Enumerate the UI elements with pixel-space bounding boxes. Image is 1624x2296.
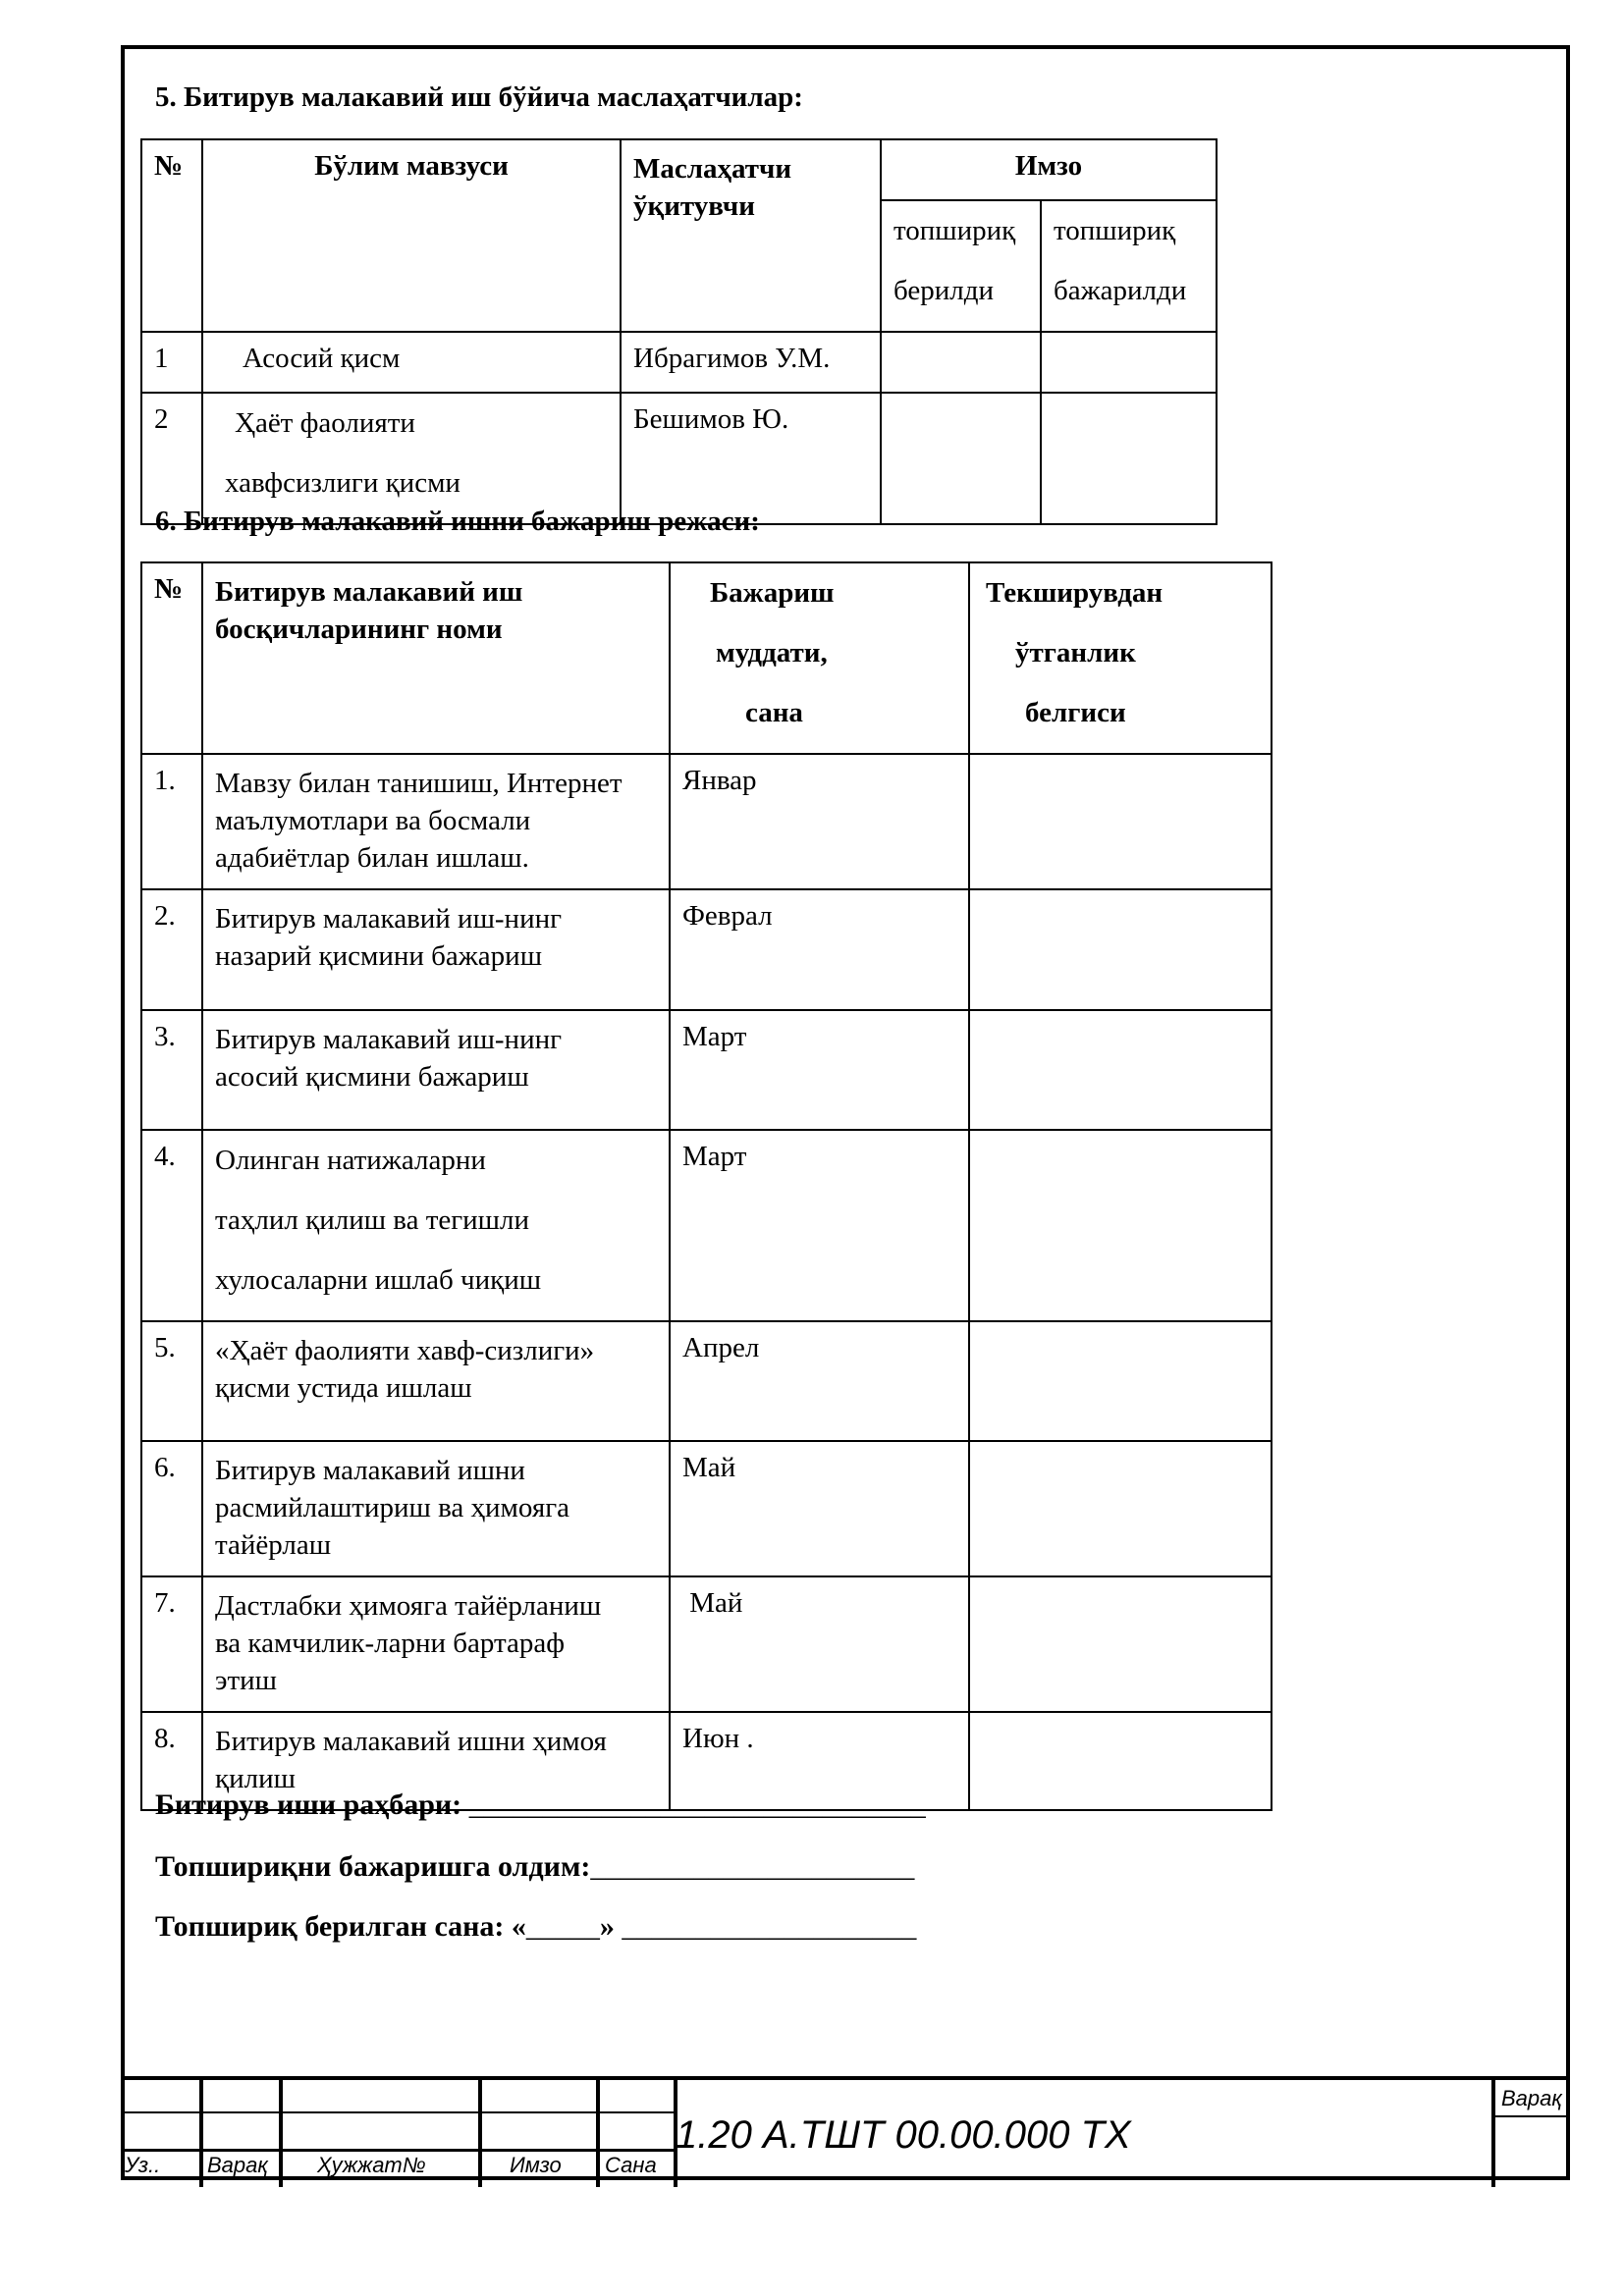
advisor-row-num: 2 (141, 393, 202, 524)
section5-heading: 5. Битирув малакавий иш бўйича маслаҳатчилар: (155, 81, 803, 113)
schedule-row-stage (202, 1010, 670, 1130)
schedule-row-num: 7. (141, 1576, 202, 1712)
schedule-row-num: 5. (141, 1321, 202, 1441)
sheet-label: Варақ (1501, 2086, 1562, 2110)
table-row (141, 393, 1217, 524)
stamp-label-varaq: Варақ (207, 2153, 268, 2177)
advisor-row-topic: Асосий қисм (202, 332, 621, 393)
schedule-row-date: Июн . (670, 1712, 969, 1810)
supervisor-line (155, 1790, 926, 1820)
deadline-header-line1: Бажариш (710, 577, 835, 609)
stage-line: ва камчилик-ларни бартараф (215, 1628, 566, 1659)
accepted-line (155, 1852, 914, 1882)
schedule-row-num: 8. (141, 1712, 202, 1810)
stage-line: қисми устида ишлаш (215, 1372, 472, 1404)
schedule-row-check (969, 889, 1272, 1010)
stamp-label-imzo: Имзо (510, 2153, 562, 2177)
stage-line: тайёрлаш (215, 1529, 332, 1561)
advisors-table (140, 138, 1218, 525)
advisor-row-given-sign (881, 332, 1041, 393)
advisor-row-topic-line2: хавфсизлиги қисми (225, 467, 460, 499)
title-block (121, 2076, 1570, 2180)
check-header-line2: ўтганлик (1015, 637, 1136, 668)
accepted-label: Топшириқни бажаришга олдим: (155, 1850, 591, 1883)
stage-line: этиш (215, 1665, 277, 1696)
deadline-header-line3: сана (745, 697, 803, 728)
done-header-line1: топшириқ (1054, 215, 1176, 246)
stage-line: хулосаларни ишлаб чиқиш (215, 1264, 542, 1296)
supervisor-blank[interactable]: _______________________________ (468, 1789, 926, 1821)
table-row (141, 1576, 1272, 1712)
advisors-header-num: № (141, 139, 202, 332)
schedule-row-date: Март (670, 1130, 969, 1321)
advisor-row-num: 1 (141, 332, 202, 393)
schedule-row-num: 2. (141, 889, 202, 1010)
deadline-header-line2: муддати, (716, 637, 828, 668)
issue-date-label: Топшириқ берилган сана: « (155, 1910, 526, 1943)
schedule-row-check (969, 1441, 1272, 1576)
schedule-row-check (969, 1130, 1272, 1321)
given-header-line1: топшириқ (893, 215, 1016, 246)
title-block-top-border (121, 2076, 1570, 2080)
stage-header-line2: босқичларининг номи (215, 614, 503, 645)
check-header-line3: белгиси (1025, 697, 1126, 728)
table-row (141, 1010, 1272, 1130)
stamp-label-sana: Сана (605, 2153, 657, 2177)
issue-day-blank[interactable]: _____ (525, 1910, 600, 1943)
schedule-header-stage (202, 562, 670, 754)
stage-line: «Ҳаёт фаолияти хавф-сизлиги» (215, 1335, 595, 1366)
stage-line: қилиш (215, 1763, 296, 1794)
stage-header-line1: Битирув малакавий иш (215, 576, 523, 608)
schedule-table (140, 561, 1272, 1811)
stage-line: Битирув малакавий ишни ҳимоя (215, 1726, 607, 1757)
schedule-row-num: 3. (141, 1010, 202, 1130)
advisor-row-done-sign (1041, 332, 1217, 393)
table-row (141, 1321, 1272, 1441)
stage-line: адабиётлар билан ишлаш. (215, 842, 529, 874)
advisor-row-topic-line1: Ҳаёт фаолияти (235, 407, 415, 439)
schedule-row-check (969, 1010, 1272, 1130)
schedule-row-stage (202, 1441, 670, 1576)
stage-line: Дастлабки ҳимояга тайёрланиш (215, 1590, 602, 1622)
table-row (141, 754, 1272, 889)
stage-line: асосий қисмини бажариш (215, 1061, 529, 1093)
title-block-column-line (279, 2076, 283, 2187)
schedule-row-stage (202, 1576, 670, 1712)
check-header-line1: Текширувдан (986, 577, 1164, 609)
advisors-header-topic: Бўлим мавзуси (202, 139, 621, 332)
schedule-row-date: Март (670, 1010, 969, 1130)
title-block-column-line (199, 2076, 203, 2187)
schedule-header-deadline (670, 562, 969, 754)
table-row (141, 1130, 1272, 1321)
schedule-row-num: 6. (141, 1441, 202, 1576)
schedule-header-check (969, 562, 1272, 754)
advisors-header-advisor (621, 139, 881, 332)
schedule-row-check (969, 1321, 1272, 1441)
schedule-row-num: 4. (141, 1130, 202, 1321)
stage-line: Битирув малакавий иш-нинг (215, 1024, 563, 1055)
advisors-header-given (881, 200, 1041, 332)
schedule-row-num: 1. (141, 754, 202, 889)
schedule-header-num: № (141, 562, 202, 754)
title-block-row-line (121, 2149, 677, 2152)
advisors-header-signature: Имзо (881, 139, 1217, 200)
table-row (141, 1441, 1272, 1576)
schedule-row-stage (202, 754, 670, 889)
stage-line: Олинган натижаларни (215, 1145, 486, 1176)
schedule-row-date: Май (670, 1576, 969, 1712)
stage-line: расмийлаштириш ва ҳимояга (215, 1492, 569, 1523)
advisor-row-done-sign (1041, 393, 1217, 524)
title-block-column-line (1491, 2076, 1495, 2187)
title-block-column-line (478, 2076, 482, 2187)
stage-line: таҳлил қилиш ва тегишли (215, 1204, 530, 1236)
schedule-row-date: Май (670, 1441, 969, 1576)
stamp-label-uz: Уз.. (125, 2153, 161, 2177)
stage-line: Битирув малакавий иш-нинг (215, 903, 563, 934)
document-code: 1.20 А.ТШТ 00.00.000 ТХ (676, 2113, 1131, 2157)
issue-date-close: » (599, 1910, 623, 1943)
given-header-line2: берилди (893, 275, 995, 306)
schedule-row-stage (202, 1130, 670, 1321)
advisors-header-done (1041, 200, 1217, 332)
advisor-row-topic (202, 393, 621, 524)
issue-date-line (155, 1912, 916, 1942)
accepted-blank[interactable]: ______________________ (590, 1850, 915, 1883)
advisor-row-name: Бешимов Ю. (621, 393, 881, 524)
done-header-line2: бажарилди (1054, 275, 1187, 306)
advisor-header-line2: ўқитувчи (633, 190, 755, 222)
supervisor-label: Битирув иши раҳбари: (155, 1789, 469, 1821)
schedule-row-date: Апрел (670, 1321, 969, 1441)
advisor-row-given-sign (881, 393, 1041, 524)
stage-line: назарий қисмини бажариш (215, 940, 543, 972)
stage-line: Мавзу билан танишиш, Интернет (215, 768, 623, 799)
schedule-row-check (969, 754, 1272, 889)
table-row (141, 889, 1272, 1010)
title-block-row-line (121, 2111, 677, 2113)
section6-heading: 6. Битирув малакавий ишни бажариш режаси: (155, 506, 760, 537)
table-row (141, 332, 1217, 393)
issue-month-blank[interactable]: ____________________ (622, 1910, 917, 1943)
schedule-row-date: Январ (670, 754, 969, 889)
stage-line: Битирув малакавий ишни (215, 1455, 525, 1486)
sheet-box-line (1493, 2115, 1570, 2117)
schedule-row-check (969, 1712, 1272, 1810)
schedule-row-stage (202, 1321, 670, 1441)
schedule-row-date: Феврал (670, 889, 969, 1010)
stamp-label-hujjat: Ҳужжат№ (317, 2153, 426, 2177)
advisor-row-name: Ибрагимов У.М. (621, 332, 881, 393)
schedule-row-stage (202, 889, 670, 1010)
schedule-row-check (969, 1576, 1272, 1712)
title-block-column-line (596, 2076, 600, 2187)
stage-line: маълумотлари ва босмали (215, 805, 531, 836)
advisor-header-line1: Маслаҳатчи (633, 153, 792, 185)
